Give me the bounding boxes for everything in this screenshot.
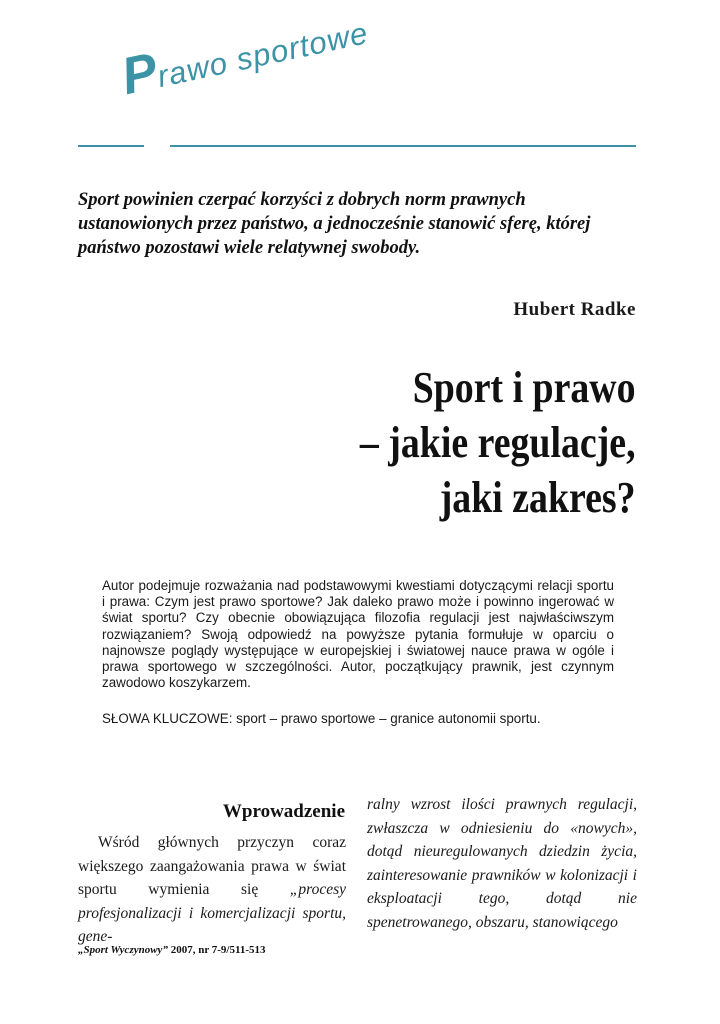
header-rule-left: [78, 145, 144, 147]
body-quote: „procesy profesjonalizacji i komercjalizacji sportu, gene-: [78, 881, 346, 945]
issue-details: 2007, nr 7-9/511-513: [167, 944, 266, 956]
body-text: Wśród głównych przyczyn coraz większego zaangażowania prawa w świat sportu wymienia się: [78, 834, 346, 898]
keywords: SŁOWA KLUCZOWE: sport – prawo sportowe – granice autonomii sportu.: [102, 711, 541, 726]
body-column-left: [78, 831, 346, 949]
citation-footer: [78, 944, 266, 956]
header-rule-right: [170, 145, 636, 147]
section-title: [117, 0, 463, 160]
title-line: – jakie regulacje,: [360, 418, 636, 467]
author-name: Hubert Radke: [513, 299, 636, 320]
article-title: [360, 360, 636, 525]
journal-name: „Sport Wyczynowy”: [78, 944, 168, 956]
body-column-right: ralny wzrost ilości prawnych regulacji, zwłaszcza w odniesieniu do «nowych», dotąd nieuregulowanych dziedzin życia, zainteresowanie prawników w kolonizacji i eksploatacji tego, dotąd nie spenetrowanego, obszaru, stanowiącego: [367, 796, 637, 931]
section-title-initial: P: [116, 42, 163, 107]
section-heading: Wprowadzenie: [222, 801, 345, 822]
title-line: jaki zakres?: [440, 473, 636, 522]
motto-quote: Sport powinien czerpać korzyści z dobrych norm prawnych ustanowionych przez państwo, a jednocześnie stanowić sferę, której państwo pozostawi wiele relatywnej swobody.: [78, 190, 591, 258]
section-title-rest: rawo sportowe: [154, 15, 372, 95]
title-line: Sport i prawo: [413, 363, 636, 412]
abstract: Autor podejmuje rozważania nad podstawowymi kwestiami dotyczącymi relacji sportu i prawa: Czym jest prawo sportowe? Jak daleko prawo może i powinno ingerować w świat sportu? Czy obecnie obowiązująca filozofia regulacji jest najwłaściwszym rozwiązaniem? Swoją odpowiedź na powyższe pytania formułuje w oparciu o najnowsze poglądy występujące w europejskiej i światowej nauce prawa w ogóle i prawa sportowego w szczególności. Autor, początkujący prawnik, jest czynnym zawodowo koszykarzem.: [102, 578, 614, 691]
